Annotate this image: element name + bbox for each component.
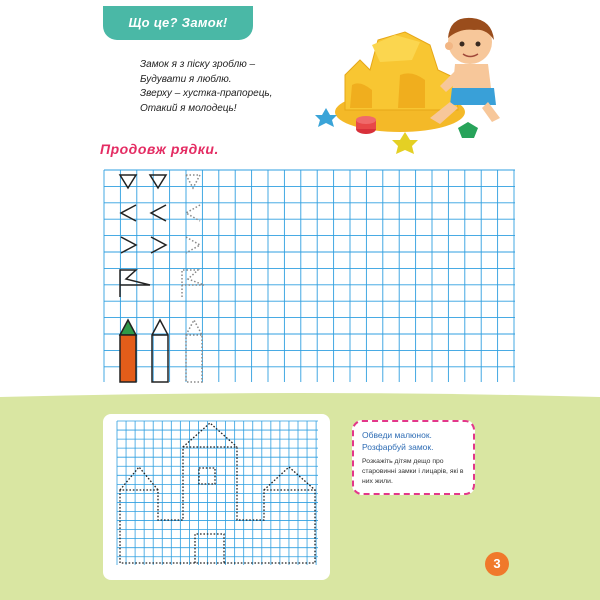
exercise-title: Продовж рядки.	[100, 141, 219, 157]
poem-line: Замок я з піску зроблю –	[140, 59, 256, 70]
instruction-text: Обведи малюнок. Розфарбуй замок.	[362, 430, 434, 452]
poem-line: Будувати я люблю.	[140, 73, 232, 85]
page-number-badge: 3	[485, 552, 509, 576]
page-title: Що це? Замок!	[128, 15, 228, 30]
parent-tip-text: Розкажіть дітям дещо про старовинні замки і лицарів, які в них жили.	[362, 458, 464, 485]
poem-line: Отакий я молодець!	[140, 102, 237, 114]
poem-line: Зверху – хустка-прапорець,	[140, 88, 273, 99]
instruction-card	[352, 420, 475, 495]
